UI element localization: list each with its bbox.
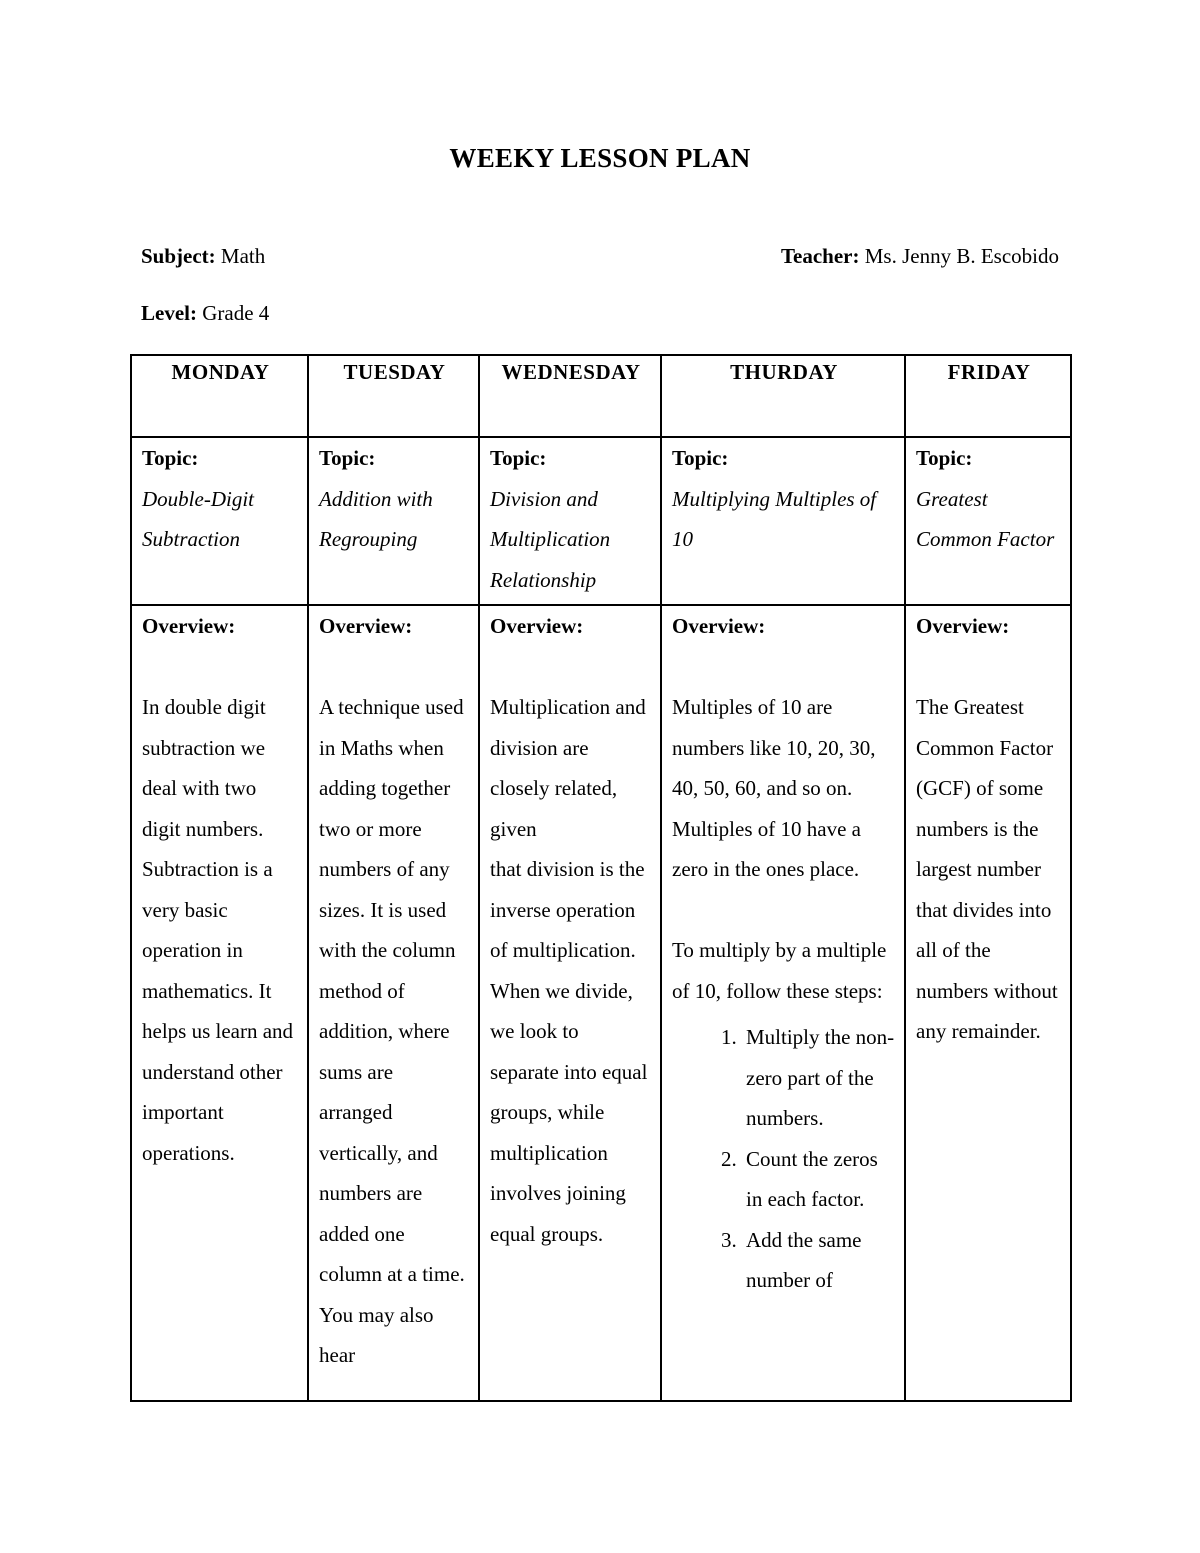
subject-label: Subject: (141, 244, 216, 268)
overview-text: The Greatest Common Factor (GCF) of some numbers is the largest number that divides into all of the numbers without any remainder. (916, 695, 1058, 1043)
spacer (916, 647, 1062, 688)
day-header-tuesday: TUESDAY (308, 355, 479, 437)
topic-text: Greatest Common Factor (916, 486, 1055, 551)
overview-cell-wednesday (479, 605, 661, 1401)
teacher-line (781, 244, 1059, 269)
spacer (319, 647, 470, 688)
topic-label: Topic: (916, 446, 973, 470)
topic-text: Double-Digit Subtraction (142, 486, 254, 551)
topic-cell-wednesday (479, 437, 661, 605)
spacer (142, 647, 299, 688)
overview-cell-monday (131, 605, 308, 1401)
topic-label: Topic: (142, 446, 199, 470)
topic-text: Addition with Regrouping (319, 486, 433, 551)
topic-label: Topic: (319, 446, 376, 470)
spacer (672, 890, 896, 931)
subject-value: Math (220, 244, 266, 268)
overview-text: Multiples of 10 are numbers like 10, 20, 30, 40, 50, 60, and so on. Multiples of 10 have a zero in the ones place. (672, 695, 876, 881)
topic-label: Topic: (490, 446, 547, 470)
teacher-label: Teacher: (780, 244, 860, 268)
overview-label: Overview: (142, 614, 236, 638)
spacer (490, 647, 652, 688)
lesson-plan-table (130, 354, 1072, 1402)
step-item: 2. Count the zeros in each factor. (742, 1139, 896, 1220)
overview-text: A technique used in Maths when adding together two or more numbers of any sizes. It is used with the column method of addition, where sums are arranged vertically, and numbers are added one column at a time. You may also hear (319, 695, 465, 1367)
topic-cell-thursday (661, 437, 905, 605)
overview-label: Overview: (672, 614, 766, 638)
topic-cell-tuesday (308, 437, 479, 605)
level-line (141, 301, 269, 326)
topic-text: Division and Multiplication Relationship (490, 486, 611, 592)
day-header-row (131, 355, 1071, 437)
overview-label: Overview: (916, 614, 1010, 638)
overview-row (131, 605, 1071, 1401)
teacher-value: Ms. Jenny B. Escobido (864, 244, 1059, 268)
overview-text: In double digit subtraction we deal with two digit numbers. Subtraction is a very basic operation in mathematics. It helps us learn and understand other important operations. (142, 695, 294, 1165)
day-header-thursday: THURDAY (661, 355, 905, 437)
topic-cell-monday (131, 437, 308, 605)
overview-label: Overview: (490, 614, 584, 638)
topic-label: Topic: (672, 446, 729, 470)
overview-text-2: To multiply by a multiple of 10, follow these steps: (672, 938, 887, 1003)
step-item: 1. Multiply the non-zero part of the numbers. (742, 1017, 896, 1139)
topic-row (131, 437, 1071, 605)
overview-cell-tuesday (308, 605, 479, 1401)
overview-cell-thursday (661, 605, 905, 1401)
level-value: Grade 4 (202, 301, 270, 325)
topic-text: Multiplying Multiples of 10 (672, 486, 877, 551)
day-header-friday: FRIDAY (905, 355, 1071, 437)
overview-cell-friday (905, 605, 1071, 1401)
topic-cell-friday (905, 437, 1071, 605)
overview-text: Multiplication and division are closely related, given that division is the inverse operation of multiplication. When we divide, we look to separate into equal groups, while multiplication involves joining equal groups. (490, 695, 648, 1246)
step-item: 3. Add the same number of (742, 1220, 896, 1301)
page-title: WEEKY LESSON PLAN (449, 143, 751, 173)
steps-list (672, 1017, 896, 1301)
spacer (672, 647, 896, 688)
day-header-monday: MONDAY (131, 355, 308, 437)
subject-line (141, 244, 265, 269)
day-header-wednesday: WEDNESDAY (479, 355, 661, 437)
overview-label: Overview: (319, 614, 413, 638)
level-label: Level: (141, 301, 197, 325)
